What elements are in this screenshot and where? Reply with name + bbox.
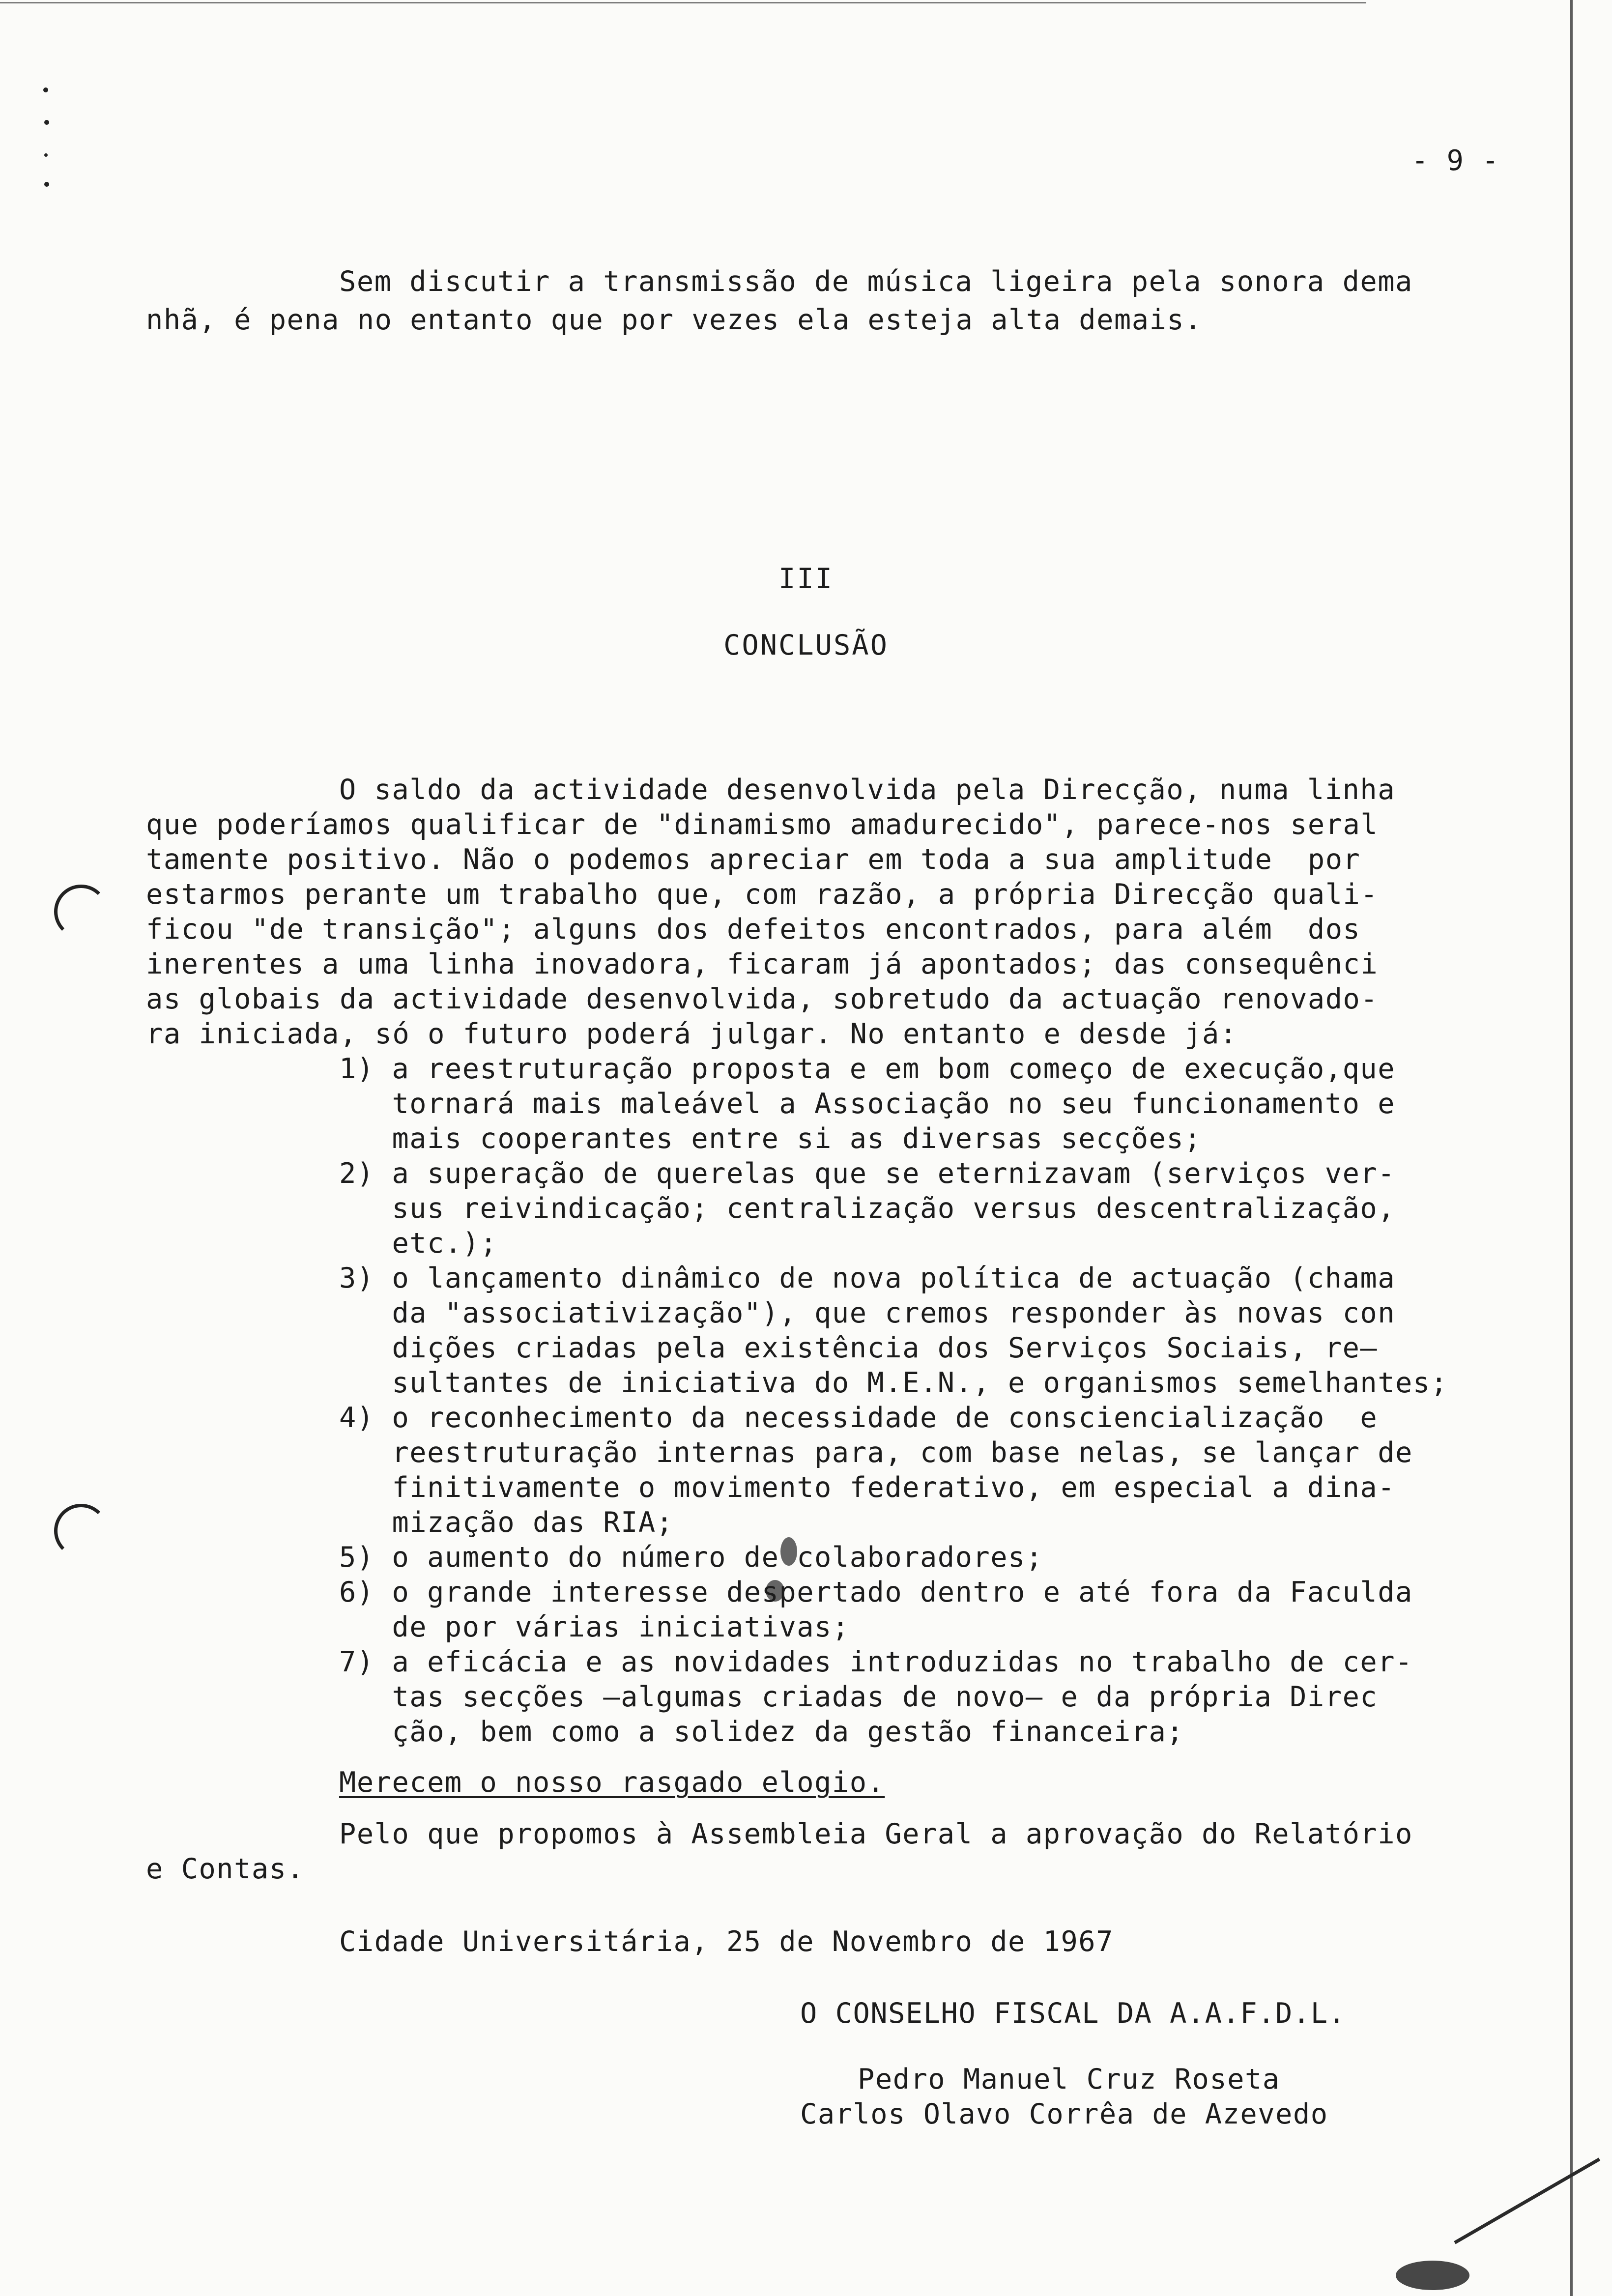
conclusion-line: tamente positivo. Não o podemos apreciar em toda a sua amplitude por	[146, 843, 1361, 876]
list-item-line: tornará mais maleável a Associação no seu funcionamento e	[339, 1088, 1396, 1120]
top-edge-line	[0, 2, 1366, 3]
signatory-name: Carlos Olavo Corrêa de Azevedo	[800, 2098, 1328, 2130]
list-item-line: mais cooperantes entre si as diversas secções;	[339, 1122, 1202, 1155]
list-item-line: 2) a superação de querelas que se eternizavam (serviços ver-	[339, 1157, 1396, 1190]
page-number: - 9 -	[1411, 144, 1500, 177]
list-item-line: 4) o reconhecimento da necessidade de consciencialização e	[339, 1402, 1378, 1434]
pen-stroke	[1454, 2157, 1600, 2244]
margin-mark	[43, 87, 48, 92]
section-numeral: III	[778, 563, 834, 595]
conclusion-line: inerentes a uma linha inovadora, ficaram já apontados; das consequênci	[146, 948, 1379, 980]
list-item-line: ção, bem como a solidez da gestão financeira;	[339, 1716, 1184, 1748]
list-item-line: 5) o aumento do número de colaboradores;	[339, 1541, 1043, 1574]
place-date: Cidade Universitária, 25 de Novembro de 1967	[339, 1925, 1114, 1958]
margin-mark	[44, 182, 49, 187]
list-item-line: da "associativização"), que cremos responder às novas con	[339, 1297, 1396, 1329]
punch-hole-upper	[54, 885, 108, 939]
conclusion-line: que poderíamos qualificar de "dinamismo amadurecido", parece-nos seral	[146, 808, 1379, 841]
list-item-line: 1) a reestruturação proposta e em bom começo de execução,que	[339, 1053, 1396, 1085]
conclusion-line: O saldo da actividade desenvolvida pela Direcção, numa linha	[339, 774, 1396, 806]
list-item-line: dições criadas pela existência dos Serviços Sociais, re—	[339, 1332, 1378, 1364]
list-item-line: 6) o grande interesse despertado dentro e até fora da Faculda	[339, 1576, 1413, 1608]
margin-mark	[44, 120, 49, 125]
list-item-line: de por várias iniciativas;	[339, 1611, 850, 1643]
list-item-line: etc.);	[339, 1227, 498, 1260]
signatory-name: Pedro Manuel Cruz Roseta	[858, 2063, 1280, 2095]
list-item-line: mização das RIA;	[339, 1506, 674, 1539]
conclusion-line: as globais da actividade desenvolvida, sobretudo da actuação renovado-	[146, 983, 1379, 1015]
right-edge-line	[1570, 0, 1573, 2296]
section-title: CONCLUSÃO	[723, 629, 889, 661]
punch-hole-lower	[54, 1504, 108, 1558]
list-item-line: finitivamente o movimento federativo, em especial a dina-	[339, 1471, 1396, 1504]
intro-line: Sem discutir a transmissão de música ligeira pela sonora dema	[339, 265, 1413, 298]
proposal-line: Pelo que propomos à Assembleia Geral a aprovação do Relatório	[339, 1818, 1413, 1850]
list-item-line: sultantes de iniciativa do M.E.N., e organismos semelhantes;	[339, 1367, 1448, 1399]
conclusion-line: ficou "de transição"; alguns dos defeitos encontrados, para além dos	[146, 913, 1361, 946]
list-item-line: 7) a eficácia e as novidades introduzidas no trabalho de cer-	[339, 1646, 1413, 1678]
conclusion-line: ra iniciada, só o futuro poderá julgar. No entanto e desde já:	[146, 1018, 1238, 1050]
intro-line: nhã, é pena no entanto que por vezes ela esteja alta demais.	[146, 304, 1203, 336]
proposal-line: e Contas.	[146, 1853, 305, 1885]
praise-line: Merecem o nosso rasgado elogio.	[339, 1766, 885, 1799]
ink-smudge	[1396, 2261, 1469, 2290]
list-item-line: tas secções —algumas criadas de novo— e da própria Direc	[339, 1681, 1378, 1713]
signatory-body: O CONSELHO FISCAL DA A.A.F.D.L.	[800, 1997, 1346, 2030]
list-item-line: sus reivindicação; centralização versus descentralização,	[339, 1192, 1396, 1225]
list-item-line: 3) o lançamento dinâmico de nova política de actuação (chama	[339, 1262, 1396, 1294]
margin-mark	[44, 153, 48, 157]
list-item-line: reestruturação internas para, com base nelas, se lançar de	[339, 1436, 1413, 1469]
conclusion-line: estarmos perante um trabalho que, com razão, a própria Direcção quali-	[146, 878, 1379, 911]
